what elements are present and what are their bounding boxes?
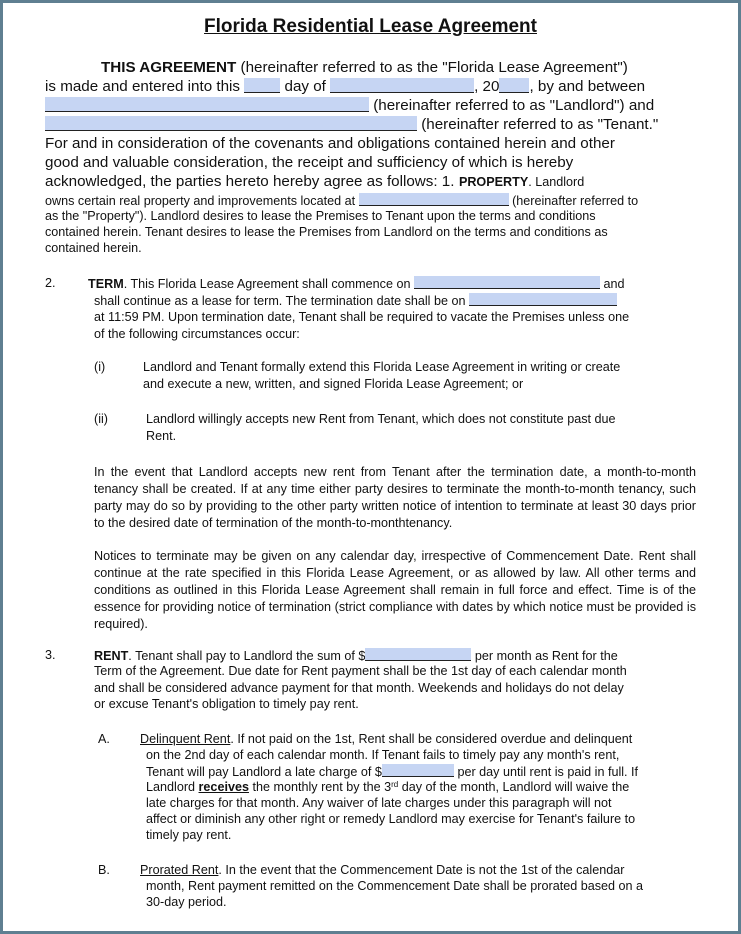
term-line: of the following circumstances occur: xyxy=(94,327,300,341)
day-field[interactable] xyxy=(244,78,280,93)
intro-line: (hereinafter referred to as "Landlord") and xyxy=(45,97,654,114)
clause-label: (i) xyxy=(94,360,106,374)
page-title: Florida Residential Lease Agreement xyxy=(204,16,537,37)
intro-line: For and in consideration of the covenants and obligations contained herein and other xyxy=(45,135,615,152)
clause-line: Landlord receives the monthly rent by the 3rd day of the month, Landlord will waive the xyxy=(146,780,630,794)
clause-label: (ii) xyxy=(94,412,108,426)
month-field[interactable] xyxy=(330,78,474,93)
clause-line: Rent. xyxy=(146,429,177,443)
landlord-name-field[interactable] xyxy=(45,97,369,112)
late-charge-field[interactable] xyxy=(382,764,454,777)
rent-amount-field[interactable] xyxy=(365,648,471,661)
clause-line: Landlord and Tenant formally extend this Florida Lease Agreement in writing or create xyxy=(143,360,621,374)
term-line: shall continue as a lease for term. The termination date shall be on xyxy=(94,293,617,308)
rent-line: RENT. Tenant shall pay to Landlord the sum of $ per month as Rent for the xyxy=(94,649,618,663)
clause-line: Delinquent Rent. If not paid on the 1st, Rent shall be considered overdue and delinquent xyxy=(140,732,633,746)
clause-line: late charges for that month. Any waiver of late charges under this paragraph will not xyxy=(146,796,612,810)
intro-line: acknowledged, the parties hereto hereby agree as follows: 1. PROPERTY. Landlord xyxy=(45,173,585,190)
year-field[interactable] xyxy=(499,78,529,93)
intro-line: is made and entered into this day of , 20 , by and between xyxy=(45,78,646,95)
intro-line: good and valuable consideration, the receipt and sufficiency of which is hereby xyxy=(45,154,574,171)
clause-line: Tenant will pay Landlord a late charge of $ per day until rent is paid in full. If xyxy=(146,765,639,779)
clause-title: Delinquent Rent xyxy=(140,732,231,746)
clause-line: month, Rent payment remitted on the Commencement Date shall be prorated based on a xyxy=(146,879,644,893)
intro-line: (hereinafter referred to as "Tenant." xyxy=(45,116,658,133)
clause-line: affect or diminish any other right or remedy Landlord may exercise for Tenant's failure to xyxy=(146,812,636,826)
intro-line: contained herein. xyxy=(45,241,142,255)
clause-label: A. xyxy=(98,732,110,746)
clause-line: timely pay rent. xyxy=(146,828,232,842)
tenant-name-field[interactable] xyxy=(45,116,417,131)
clause-label: B. xyxy=(98,863,110,877)
notice-paragraph: Notices to terminate may be given on any calendar day, irrespective of Commencement Date. Rent shall continue at the rate specified in this Florida Lease Agreement, or as allowed by law. All other terms and conditions as outlined in this Florida Lease Agreement shall remain in full force and effect. Time is of the essence for providing notice of termination (strict compliance with dates by which notice must be provided is required). xyxy=(94,549,696,631)
clause-line: Landlord willingly accepts new Rent from Tenant, which does not constitute past due xyxy=(146,412,616,426)
clause-line: and execute a new, written, and signed Florida Lease Agreement; or xyxy=(143,377,524,391)
section-heading: RENT xyxy=(94,649,129,663)
intro-line: as the "Property"). Landlord desires to lease the Premises to Tenant upon the terms and conditions xyxy=(45,209,596,223)
intro-line: THIS AGREEMENT (hereinafter referred to as the "Florida Lease Agreement") xyxy=(101,59,628,76)
clause-line: Prorated Rent. In the event that the Commencement Date is not the 1st of the calendar xyxy=(140,863,625,877)
document-page xyxy=(3,3,738,931)
clause-title: Prorated Rent xyxy=(140,863,219,877)
holdover-paragraph: In the event that Landlord accepts new rent from Tenant after the termination date, a month-to-month tenancy shall be created. If at any time either party desires to terminate the month-to-month tenancy, such party may do so by providing to the other party written notice of intention to terminate at least 30 days prior to the desired date of termination of the month-to-monthtenancy. xyxy=(94,465,696,530)
property-address-field[interactable] xyxy=(359,193,509,206)
rent-line: and shall be considered advance payment for that month. Weekends and holidays do not delay xyxy=(94,681,624,695)
section-number: 3. xyxy=(45,648,56,662)
term-line: TERM. This Florida Lease Agreement shall commence on and xyxy=(88,277,625,291)
section-number: 2. xyxy=(45,276,56,290)
section-heading: TERM xyxy=(88,277,124,291)
clause-line: on the 2nd day of each calendar month. If Tenant fails to timely pay any month's rent, xyxy=(146,748,620,762)
intro-line: owns certain real property and improvements located at (hereinafter referred to xyxy=(45,194,639,208)
clause-line: 30-day period. xyxy=(146,895,227,909)
commence-date-field[interactable] xyxy=(414,276,600,289)
rent-line: Term of the Agreement. Due date for Rent payment shall be the 1st day of each calendar month xyxy=(94,664,627,678)
rent-line: or excuse Tenant's obligation to timely pay rent. xyxy=(94,697,359,711)
termination-date-field[interactable] xyxy=(469,293,617,306)
intro-line: contained herein. Tenant desires to lease the Premises from Landlord on the terms and conditions as xyxy=(45,225,608,239)
term-line: at 11:59 PM. Upon termination date, Tenant shall be required to vacate the Premises unless one xyxy=(94,310,630,324)
